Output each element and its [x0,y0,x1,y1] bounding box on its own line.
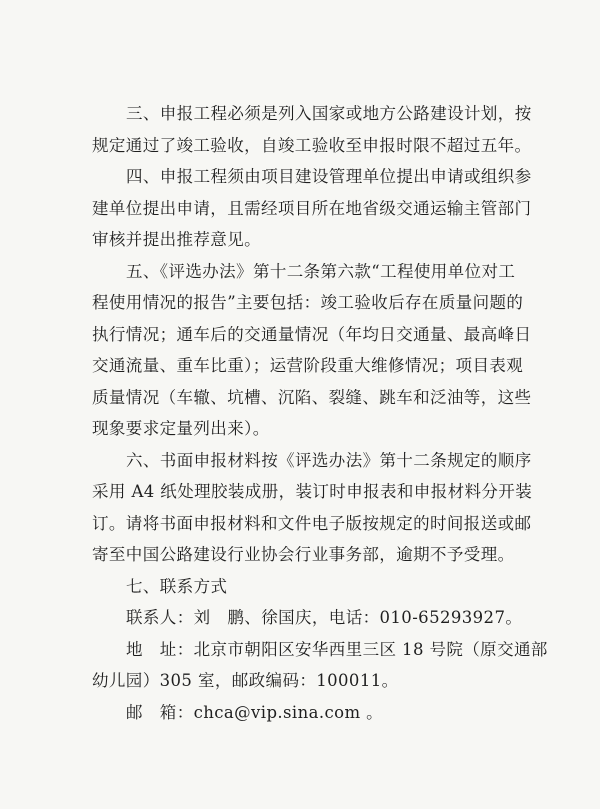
text-line: 订。请将书面申报材料和文件电子版按规定的时间报送或邮 [92,513,532,533]
paragraph-item-5 [92,256,532,445]
text-line: 现象要求定量列出来）。 [92,419,270,438]
text-line: 采用 A4 纸处理胶装成册，装订时申报表和申报材料分开装 [92,482,533,501]
contact-heading: 七、联系方式 [126,576,228,596]
paragraph-item-7-contact [92,571,548,729]
text-line: 程使用情况的报告”主要包括：竣工验收后存在质量问题的 [92,293,524,312]
text-line: 执行情况；通车后的交通量情况（年均日交通量、最高峰日 [92,324,532,344]
text-line: 规定通过了竣工验收，自竣工验收至申报时限不超过五年。 [92,135,532,155]
contact-person: 联系人：刘 鹏、徐国庆，电话：010-65293927。 [126,608,523,627]
contact-address: 地 址：北京市朝阳区安华西里三区 18 号院（原交通部 [126,639,548,659]
document-body [92,98,548,728]
text-line: 建单位提出申请，且需经项目所在地省级交通运输主管部门 [92,198,532,218]
paragraph-item-3 [92,98,532,161]
paragraph-item-4 [92,161,532,256]
text-line: 寄至中国公路建设行业协会行业事务部，逾期不予受理。 [92,545,515,564]
text-line: 审核并提出推荐意见。 [92,230,261,249]
text-line: 六、书面申报材料按《评选办法》第十二条规定的顺序 [126,450,532,470]
text-line: 交通流量、重车比重）；运营阶段重大维修情况；项目表观 [92,356,524,375]
text-line: 三、申报工程必须是列入国家或地方公路建设计划，按 [126,104,532,123]
contact-address-cont: 幼儿园）305 室，邮政编码：100011。 [92,671,399,690]
text-line: 质量情况（车辙、坑槽、沉陷、裂缝、跳车和泛油等，这些 [92,387,532,407]
text-line: 四、申报工程须由项目建设管理单位提出申请或组织参 [126,167,532,186]
paragraph-item-6 [92,445,533,571]
contact-email: 邮 箱：chca@vip.sina.com 。 [126,702,384,722]
text-line: 五、《评选办法》第十二条第六款“工程使用单位对工 [126,261,516,281]
